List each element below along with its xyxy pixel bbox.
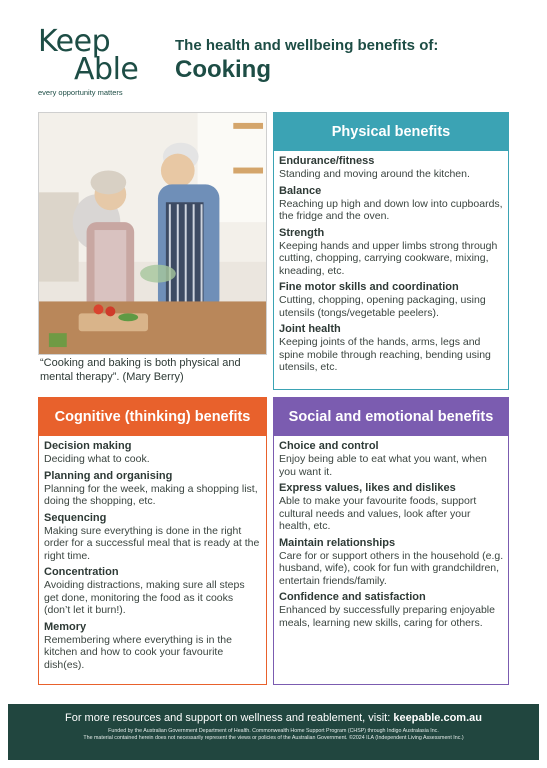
- footer-resources-line: [8, 712, 539, 724]
- benefit-title: Express values, likes and dislikes: [279, 482, 456, 494]
- cognitive-benefits-heading: Cognitive (thinking) benefits: [39, 398, 266, 436]
- page-title: Cooking: [175, 56, 271, 83]
- cognitive-item: [44, 440, 262, 466]
- keepable-logo: [38, 24, 158, 97]
- physical-benefits-heading: Physical benefits: [274, 113, 508, 151]
- benefit-text: Planning for the week, making a shopping list, doing the shopping, etc.: [44, 482, 258, 507]
- benefit-title: Strength: [279, 226, 325, 239]
- logo-word-able: Able: [74, 52, 139, 87]
- benefit-text: Avoiding distractions, making sure all steps get done, monitoring the food as it cooks (don’t let it burn!).: [44, 579, 245, 616]
- benefit-title: Memory: [44, 620, 87, 633]
- benefit-title: Concentration: [44, 566, 119, 578]
- logo-tagline: every opportunity matters: [38, 88, 123, 97]
- benefit-text: Care for or support others in the household (e.g. husband, wife), cook for fun with grandchildren, entertain friends/family.: [279, 549, 504, 587]
- cognitive-benefits-card: [38, 397, 267, 685]
- benefit-text: Standing and moving around the kitchen.: [279, 168, 470, 180]
- benefit-title: Confidence and satisfaction: [279, 591, 426, 603]
- social-benefits-heading: Social and emotional benefits: [274, 398, 508, 436]
- cooking-photo: [38, 112, 267, 355]
- physical-item: [279, 185, 504, 223]
- physical-item: [279, 227, 504, 278]
- benefit-text: Enjoy being able to eat what you want, when you want it.: [279, 453, 487, 478]
- footer-disclaimer: The material contained herein does not necessarily represent the views or policies of the Australian Government. ©2024 ILA (Independent Living Assessment Inc.): [83, 735, 464, 741]
- physical-item: [279, 281, 504, 319]
- benefit-title: Planning and organising: [44, 469, 173, 482]
- cognitive-item: [44, 470, 262, 508]
- benefit-text: Enhanced by successfully preparing enjoyable meals, learning new skills, caring for others.: [279, 604, 495, 629]
- benefit-title: Decision making: [44, 440, 132, 452]
- benefit-title: Sequencing: [44, 511, 107, 524]
- logo-word-keep: Keep: [38, 24, 111, 59]
- cognitive-item: [44, 566, 262, 617]
- benefit-text: Cutting, chopping, opening packaging, using utensils (tongs/vegetable peelers).: [279, 294, 486, 319]
- social-benefits-card: [273, 397, 509, 685]
- benefit-title: Endurance/fitness: [279, 155, 375, 167]
- benefit-title: Balance: [279, 184, 322, 197]
- social-item: [279, 591, 504, 629]
- benefit-text: Keeping joints of the hands, arms, legs and spine mobile through reaching, bending using utensils, etc.: [279, 336, 491, 373]
- physical-benefits-card: [273, 112, 509, 390]
- benefit-title: Choice and control: [279, 440, 379, 452]
- benefit-text: Keeping hands and upper limbs strong through cutting, chopping, carrying cookware, mixing, kneading, etc.: [279, 239, 498, 277]
- benefit-text: Remembering where everything is in the kitchen and how to cook your favourite dish(es).: [44, 633, 232, 671]
- benefit-text: Reaching up high and down low into cupboards, the fridge and the oven.: [279, 197, 503, 222]
- cognitive-item: [44, 621, 262, 672]
- social-item: [279, 482, 504, 533]
- footer: [8, 704, 539, 760]
- benefit-text: Making sure everything is done in the right order for a successful meal that is ready at the right time.: [44, 524, 260, 562]
- physical-item: [279, 155, 504, 181]
- page-subtitle: The health and wellbeing benefits of:: [175, 37, 439, 54]
- photo-icon: [39, 113, 266, 354]
- social-item: [279, 440, 504, 478]
- website-link[interactable]: keepable.com.au: [393, 712, 482, 724]
- benefit-text: Deciding what to cook.: [44, 453, 150, 465]
- benefit-title: Maintain relationships: [279, 536, 396, 549]
- social-item: [279, 537, 504, 588]
- benefit-title: Joint health: [279, 323, 341, 335]
- physical-item: [279, 323, 504, 374]
- benefit-text: Able to make your favourite foods, support cultural needs and values, look after your health, etc.: [279, 495, 477, 532]
- footer-funding-note: Funded by the Australian Government Department of Health. Commonwealth Home Support Program (CHSP) through Indigo Australasia Inc.: [108, 728, 439, 734]
- footer-resources-text: For more resources and support on wellness and reablement, visit:: [65, 712, 394, 724]
- benefit-title: Fine motor skills and coordination: [279, 281, 459, 293]
- cognitive-item: [44, 512, 262, 563]
- mary-berry-quote: “Cooking and baking is both physical and mental therapy”. (Mary Berry): [40, 357, 241, 383]
